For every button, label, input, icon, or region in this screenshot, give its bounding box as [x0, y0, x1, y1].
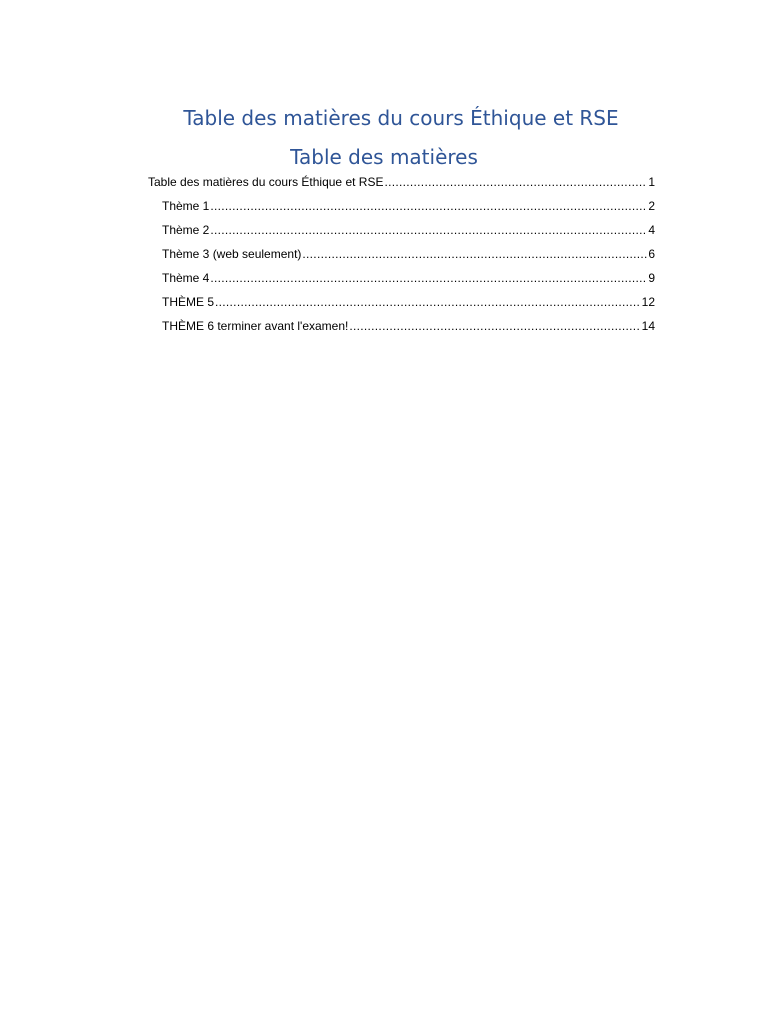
toc-entry-label: Thème 4	[162, 271, 210, 285]
toc-dot-leader	[215, 294, 641, 311]
toc-page-number: 14	[641, 319, 655, 333]
toc-entry-label: Thème 1	[162, 199, 210, 213]
toc-dot-leader	[210, 222, 647, 239]
document-title: Table des matières du cours Éthique et RSE	[183, 106, 619, 130]
toc-dot-leader	[210, 198, 647, 215]
toc-entry-label: Thème 3 (web seulement)	[162, 247, 302, 261]
toc-entry-label: Thème 2	[162, 223, 210, 237]
toc-page-number: 1	[648, 175, 655, 189]
toc-page-number: 2	[648, 199, 655, 213]
toc-entry-label: THÈME 6 terminer avant l'examen!	[162, 319, 349, 333]
toc-entry-theme-6[interactable]	[148, 318, 655, 342]
toc-dot-leader	[349, 318, 640, 335]
toc-entry-theme-1[interactable]	[148, 198, 655, 222]
table-of-contents	[148, 174, 655, 342]
toc-entry-label: Table des matières du cours Éthique et RSE	[148, 175, 384, 189]
toc-entry-theme-3[interactable]	[148, 246, 655, 270]
toc-dot-leader	[384, 174, 647, 191]
toc-entry-theme-5[interactable]	[148, 294, 655, 318]
toc-entry-label: THÈME 5	[162, 295, 215, 309]
toc-page-number: 4	[648, 223, 655, 237]
toc-heading: Table des matières	[290, 145, 478, 169]
toc-dot-leader	[302, 246, 647, 263]
toc-page-number: 12	[641, 295, 655, 309]
toc-page-number: 6	[648, 247, 655, 261]
toc-entry-course-title[interactable]	[148, 174, 655, 198]
toc-dot-leader	[210, 270, 647, 287]
toc-entry-theme-2[interactable]	[148, 222, 655, 246]
toc-page-number: 9	[648, 271, 655, 285]
toc-entry-theme-4[interactable]	[148, 270, 655, 294]
